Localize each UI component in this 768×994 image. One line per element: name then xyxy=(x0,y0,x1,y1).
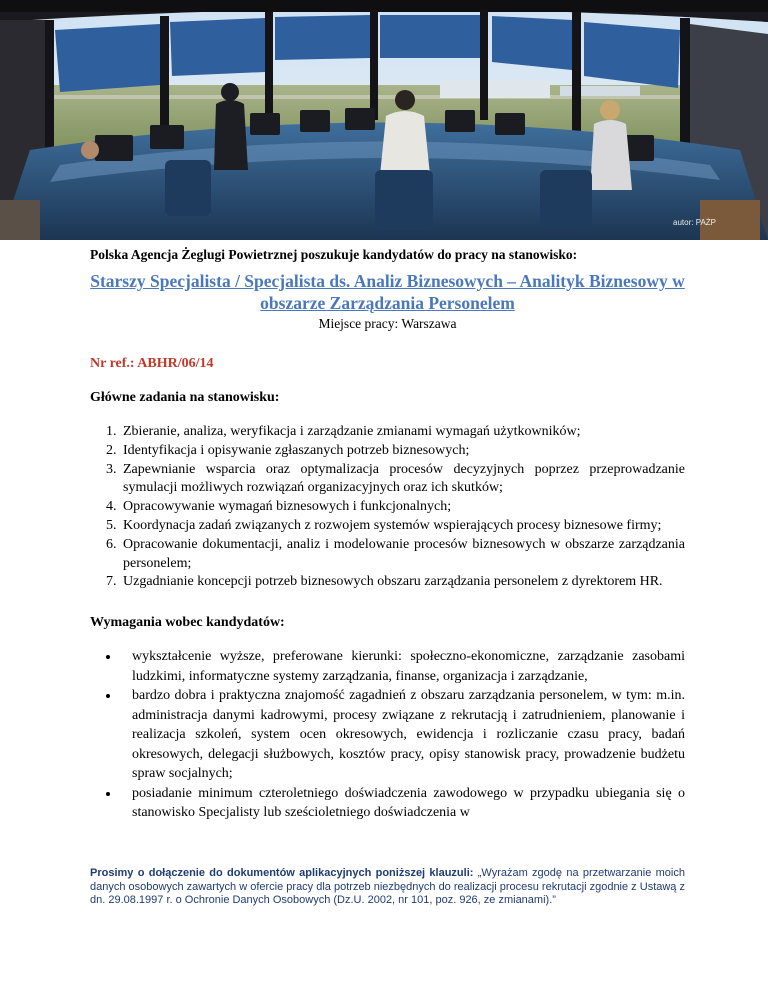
photo-credit: autor: PAŻP xyxy=(673,218,716,227)
requirement-item: • bardzo dobra i praktyczna znajomość zagadnień z obszaru zarządzania personelem, w tym: m.in. administracja danymi kadrowymi, procesy związane z rekrutacją i zatrudnieniem, planowanie i realizacja szkoleń, system ocen okresowych, ewidencja i rozliczanie czasu pracy, badań okresowych, delegacji służbowych, kosztów pracy, opisy stanowisk pracy, prowadzenie budżetu spraw socjalnych; xyxy=(120,686,685,784)
consent-lead: Prosimy o dołączenie do dokumentów aplikacyjnych poniższej klauzuli: xyxy=(90,867,474,879)
requirement-item: • posiadanie minimum czteroletniego doświadczenia zawodowego w przypadku ubiegania się o stanowisko Specjalisty lub sześcioletniego doświadczenia w xyxy=(120,784,685,823)
requirements-heading: Wymagania wobec kandydatów: xyxy=(90,615,285,631)
requirements-list xyxy=(90,647,685,823)
job-offer xyxy=(90,246,685,823)
task-item: 6. Opracowanie dokumentacji, analiz i modelowanie procesów biznesowych w obszarze zarządzania personelem; xyxy=(120,536,685,574)
task-item: 7. Uzgadnianie koncepcji potrzeb biznesowych obszaru zarządzania personelem z dyrektorem HR. xyxy=(120,573,685,592)
intro-line: Polska Agencja Żeglugi Powietrznej poszukuje kandydatów do pracy na stanowisko: xyxy=(90,247,578,262)
tasks-list xyxy=(90,423,685,592)
data-consent-clause xyxy=(90,867,685,908)
control-tower-illustration xyxy=(0,0,768,240)
consent-text: „Wyrażam zgodę na przetwarzanie moich danych osobowych zawartych w ofercie pracy dla potrzeb niezbędnych do realizacji procesu rekrutacji zgodnie z Ustawą z dn. 29.08.1997 r. o Ochronie Danych Osobowych (Dz.U. 2002, nr 101, poz. 926, ze zmianami).” xyxy=(90,867,685,906)
task-item: 2. Identyfikacja i opisywanie zgłaszanych potrzeb biznesowych; xyxy=(120,442,685,461)
task-item: 1. Zbieranie, analiza, weryfikacja i zarządzanie zmianami wymagań użytkowników; xyxy=(120,423,685,442)
header-photo xyxy=(0,0,768,240)
requirement-item: • wykształcenie wyższe, preferowane kierunki: społeczno-ekonomiczne, zarządzanie zasobami ludzkimi, informatyczne systemy zarządzania, finanse, organizacja i zarządzanie, xyxy=(120,647,685,686)
tasks-heading: Główne zadania na stanowisku: xyxy=(90,390,280,405)
work-location: Miejsce pracy: Warszawa xyxy=(318,316,457,331)
reference-number: Nr ref.: ABHR/06/14 xyxy=(90,356,214,371)
task-item: 4. Opracowywanie wymagań biznesowych i funkcjonalnych; xyxy=(120,498,685,517)
job-title: Starszy Specjalista / Specjalista ds. Analiz Biznesowych – Analityk Biznesowy w obszarze Zarządzania Personelem xyxy=(90,271,685,313)
task-item: 5. Koordynacja zadań związanych z rozwojem systemów wspierających procesy biznesowe firmy; xyxy=(120,517,685,536)
task-item: 3. Zapewnianie wsparcia oraz optymalizacja procesów decyzyjnych poprzez przeprowadzanie symulacji możliwych rozwiązań organizacyjnych oraz ich skutków; xyxy=(120,461,685,499)
